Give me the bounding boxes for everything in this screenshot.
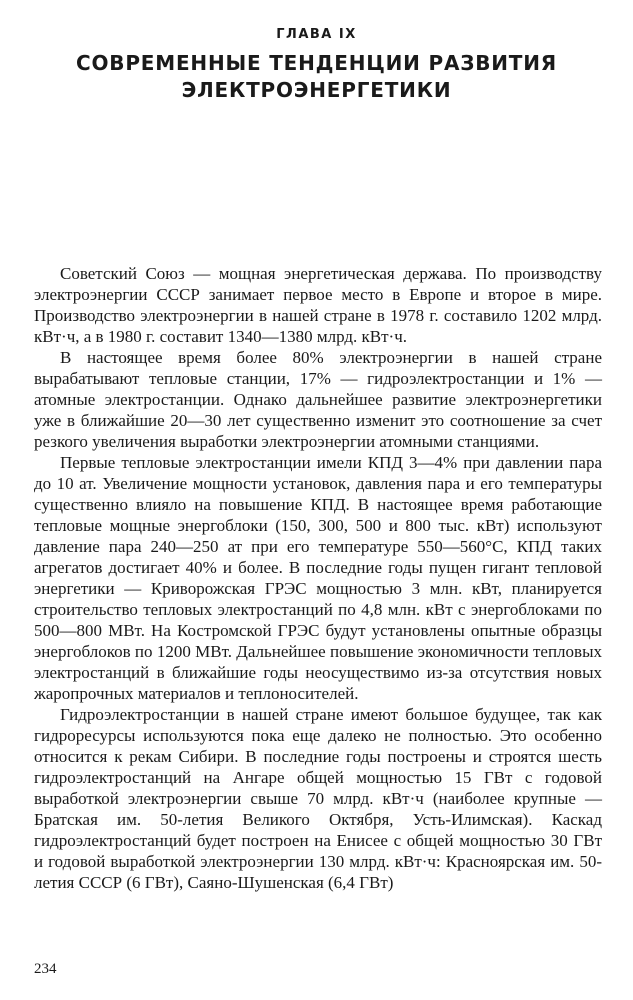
body-text	[34, 263, 602, 893]
paragraph: Первые тепловые электростанции имели КПД 3—4% при давлении пара до 10 ат. Увеличение мощности установок, давления пара и его температуры существенно влияло на повышение КПД. В настоящее время работающие тепловые мощные энергоблоки (150, 300, 500 и 800 тыс. кВт) используют давление пара 240—250 ат при его температуре 550—560°С, КПД таких агрегатов достигает 40% и более. В последние годы пущен гигант тепловой энергетики — Криворожская ГРЭС мощностью 3 млн. кВт, планируется строительство тепловых электростанций по 4,8 млн. кВт с энергоблоками по 500—800 МВт. На Костромской ГРЭС будут установлены опытные образцы энергоблоков по 1200 МВт. Дальнейшее повышение экономичности тепловых электростанций в ближайшие годы неосуществимо из-за отсутствия новых жаропрочных материалов и теплоносителей.	[34, 453, 602, 703]
chapter-title-line-2: ЭЛЕКТРОЭНЕРГЕТИКИ	[181, 78, 452, 102]
paragraph: Гидроэлектростанции в нашей стране имеют большое будущее, так как гидроресурсы используются пока еще далеко не полностью. Это особенно относится к рекам Сибири. В последние годы построены и строятся шесть гидроэлектростанций на Ангаре общей мощностью 15 ГВт с годовой выработкой электроэнергии свыше 70 млрд. кВт·ч (наиболее крупные — Братская им. 50-летия Великого Октября, Усть-Илимская). Каскад гидроэлектростанций будет построен на Енисее с общей мощностью 30 ГВт и годовой выработкой электроэнергии 130 млрд. кВт·ч: Красноярская им. 50-летия СССР (6 ГВт), Саяно-Шушенская (6,4 ГВт)	[34, 705, 602, 892]
chapter-title-line-1: СОВРЕМЕННЫЕ ТЕНДЕНЦИИ РАЗВИТИЯ	[76, 51, 557, 75]
page-number: 234	[34, 961, 57, 977]
paragraph: В настоящее время более 80% электроэнергии в нашей стране вырабатывают тепловые станции, 17% — гидроэлектростанции и 1% — атомные электростанции. Однако дальнейшее развитие электроэнергетики уже в ближайшие 20—30 лет существенно изменит это соотношение за счет резкого увеличения выработки электроэнергии атомными станциями.	[34, 348, 602, 451]
chapter-title	[40, 50, 593, 104]
paragraph: Советский Союз — мощная энергетическая держава. По производству электроэнергии СССР занимает первое место в Европе и второе в мире. Производство электроэнергии в нашей стране в 1978 г. составило 1202 млрд. кВт·ч, а в 1980 г. составит 1340—1380 млрд. кВт·ч.	[34, 264, 602, 346]
chapter-label: ГЛАВА IX	[276, 27, 357, 42]
